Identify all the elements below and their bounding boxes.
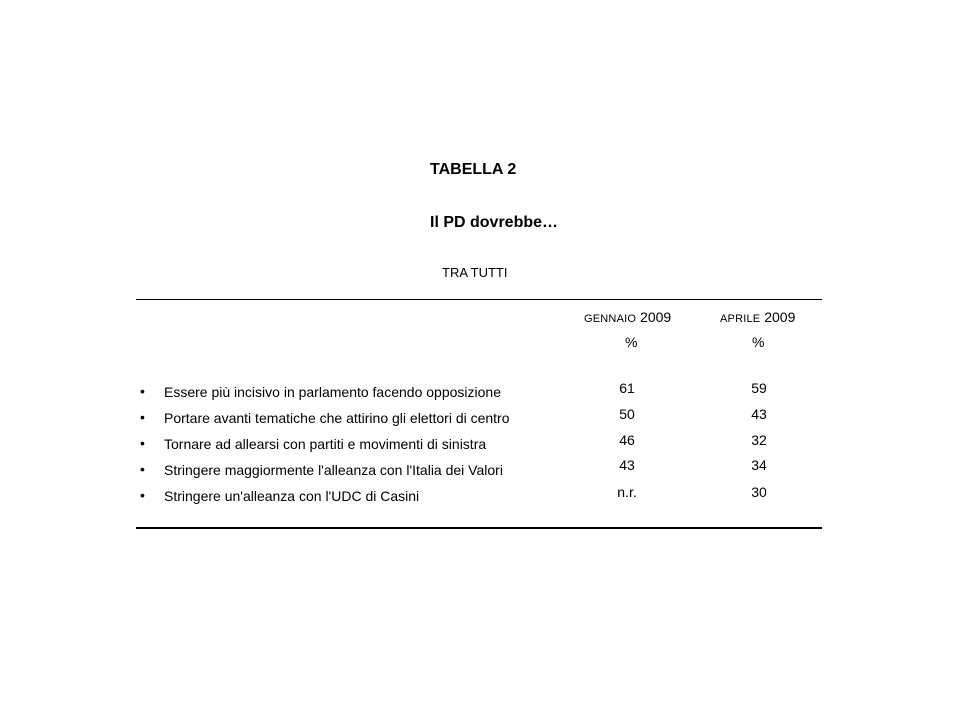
row-value-april: 32 (751, 432, 767, 448)
section-label: TRA TUTTI (442, 265, 508, 280)
table-title: TABELLA 2 (430, 161, 517, 178)
bullet-icon: • (140, 409, 145, 425)
row-label: Essere più incisivo in parlamento facendo opposizione (164, 384, 501, 400)
bottom-rule (136, 527, 822, 529)
row-value-january: n.r. (617, 484, 637, 500)
bullet-icon: • (140, 487, 145, 503)
row-value-april: 59 (751, 380, 767, 396)
table-subtitle: Il PD dovrebbe… (430, 214, 559, 231)
row-label: Tornare ad allearsi con partiti e movimenti di sinistra (164, 436, 487, 452)
bullet-icon: • (140, 435, 145, 451)
row-value-april: 34 (751, 457, 767, 473)
row-value-april: 43 (751, 406, 767, 422)
row-label: Stringere un'alleanza con l'UDC di Casini (164, 488, 420, 504)
row-label: Portare avanti tematiche che attirino gli elettori di centro (164, 410, 510, 426)
column-year: 2009 (764, 309, 796, 325)
column-unit-january: % (625, 334, 638, 350)
column-header-april (720, 309, 795, 325)
row-value-january: 50 (619, 406, 635, 422)
column-header-january (584, 309, 671, 325)
column-month: APRILE (720, 313, 761, 325)
row-value-april: 30 (751, 484, 767, 500)
row-value-january: 61 (619, 380, 635, 396)
bullet-icon: • (140, 461, 145, 477)
column-unit-april: % (752, 334, 765, 350)
row-label: Stringere maggiormente l'alleanza con l'Italia dei Valori (164, 462, 503, 478)
row-value-january: 43 (619, 457, 635, 473)
top-rule (136, 299, 822, 300)
column-year: 2009 (640, 309, 672, 325)
row-value-january: 46 (619, 432, 635, 448)
column-month: GENNAIO (584, 313, 637, 325)
bullet-icon: • (140, 383, 145, 399)
